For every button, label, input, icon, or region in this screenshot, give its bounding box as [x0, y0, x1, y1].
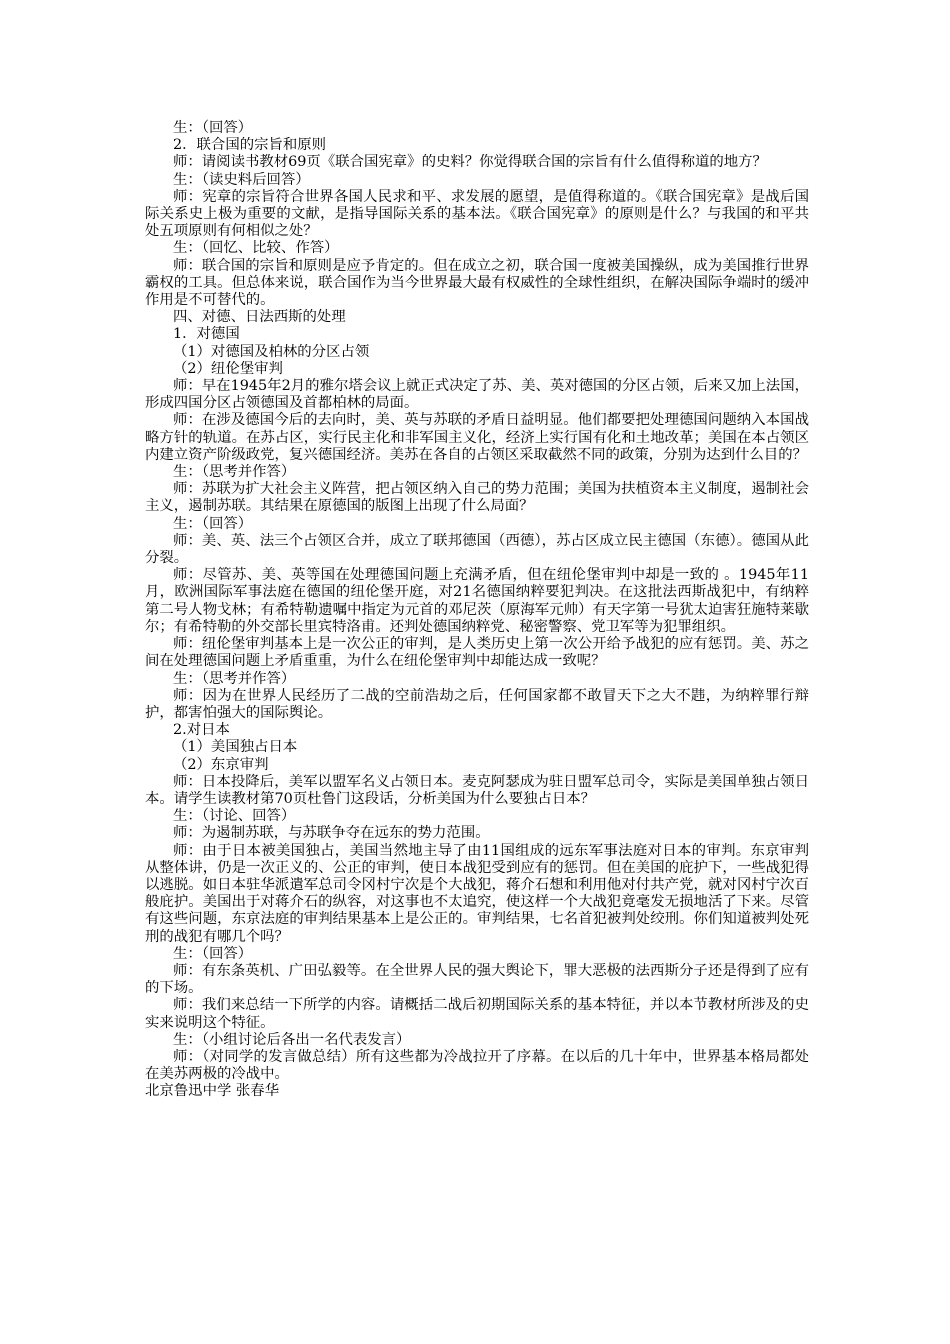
paragraph: 2.对日本	[173, 722, 230, 739]
author-signature: 北京鲁迅中学 张春华	[145, 1083, 280, 1100]
paragraph: 师：宪章的宗旨符合世界各国人民求和平、求发展的愿望，是值得称道的。《联合国宪章》是战后国际关系史上极为重要的文献，是指导国际关系的基本法。《联合国宪章》的原则是什么？与我国的和平共处五项原则有何相似之处？	[145, 188, 809, 240]
paragraph: （1）对德国及柏林的分区占领	[173, 343, 370, 360]
paragraph: 师：联合国的宗旨和原则是应予肯定的。但在成立之初，联合国一度被美国操纵，成为美国推行世界霸权的工具。但总体来说，联合国作为当今世界最大最有权威性的全球性组织，在解决国际争端时的缓冲作用是不可替代的。	[145, 257, 809, 309]
paragraph: 师：日本投降后，美军以盟军名义占领日本。麦克阿瑟成为驻日盟军总司令，实际是美国单独占领日本。请学生读教材第70页杜鲁门这段话，分析美国为什么要独占日本？	[145, 773, 809, 807]
paragraph: 师：由于日本被美国独占，美国当然地主导了由11国组成的远东军事法庭对日本的审判。东京审判从整体讲，仍是一次正义的、公正的审判，使日本战犯受到应有的惩罚。但在美国的庇护下，一些战犯得以逃脱。如日本驻华派遣军总司令冈村宁次是个大战犯，蒋介石想和利用他对付共产党，就对冈村宁次百般庇护。美国出于对蒋介石的纵容，对这事也不太追究，使这样一个大战犯竟毫发无损地活了下来。尽管有这些问题，东京法庭的审判结果基本上是公正的。审判结果，七名首犯被判处绞刑。你们知道被判处死刑的战犯有哪几个吗？	[145, 842, 809, 945]
paragraph: 师：（对同学的发言做总结）所有这些都为冷战拉开了序幕。在以后的几十年中，世界基本格局都处在美苏两极的冷战中。	[145, 1048, 809, 1083]
paragraph: 生：（回答）	[173, 515, 253, 532]
paragraph: 师：为遏制苏联，与苏联争夺在远东的势力范围。	[173, 825, 490, 842]
paragraph: 2．联合国的宗旨和原则	[173, 137, 327, 154]
paragraph: 生：（思考并作答）	[173, 670, 296, 687]
paragraph: 生：（小组讨论后各出一名代表发言）	[173, 1031, 411, 1048]
paragraph: （2）纽伦堡审判	[173, 360, 283, 377]
document-body	[145, 120, 809, 1101]
paragraph: 生：（读史料后回答）	[173, 171, 310, 188]
paragraph: 生：（讨论、回答）	[173, 808, 296, 825]
paragraph: （1）美国独占日本	[173, 739, 298, 756]
paragraph: 师：美、英、法三个占领区合并，成立了联邦德国（西德），苏占区成立民主德国（东德）。德国从此分裂。	[145, 532, 809, 567]
paragraph: （2）东京审判	[173, 756, 269, 773]
paragraph: 生：（回答）	[173, 120, 253, 136]
paragraph: 师：有东条英机、广田弘毅等。在全世界人民的强大舆论下，罪大恶极的法西斯分子还是得到了应有的下场。	[145, 962, 809, 997]
paragraph: 师：早在1945年2月的雅尔塔会议上就正式决定了苏、美、英对德国的分区占领，后来又加上法国，形成四国分区占领德国及首都柏林的局面。	[145, 378, 809, 412]
paragraph: 师：请阅读书教材69页《联合国宪章》的史料？你觉得联合国的宗旨有什么值得称道的地方？	[173, 154, 767, 171]
paragraph: 师：苏联为扩大社会主义阵营，把占领区纳入自己的势力范围；美国为扶植资本主义制度，遏制社会主义，遏制苏联。其结果在原德国的版图上出现了什么局面？	[145, 481, 809, 515]
paragraph: 四、对德、日法西斯的处理	[173, 309, 346, 326]
paragraph: 师：尽管苏、美、英等国在处理德国问题上充满矛盾，但在纽伦堡审判中却是一致的 。1945年11月，欧洲国际军事法庭在德国的纽伦堡开庭，对21名德国纳粹要犯判决。在这批法西斯战犯中，有纳粹第二号人物戈林；有希特勒遗嘱中指定为元首的邓尼茨（原海军元帅）有天字第一号犹太迫害狂施特莱歇尔；有希特勒的外交部长里宾特洛甫。还判处德国纳粹党、秘密警察、党卫军等为犯罪组织。	[145, 567, 809, 635]
paragraph: 师：因为在世界人民经历了二战的空前浩劫之后，任何国家都不敢冒天下之大不韪，为纳粹罪行辩护，都害怕强大的国际舆论。	[145, 687, 809, 721]
paragraph: 师：我们来总结一下所学的内容。请概括二战后初期国际关系的基本特征，并以本节教材所涉及的史实来说明这个特征。	[145, 997, 809, 1031]
paragraph: 生：（回答）	[173, 945, 253, 962]
paragraph: 1．对德国	[173, 326, 240, 343]
paragraph: 师：纽伦堡审判基本上是一次公正的审判，是人类历史上第一次公开给予战犯的应有惩罚。美、苏之间在处理德国问题上矛盾重重，为什么在纽伦堡审判中却能达成一致呢？	[145, 636, 809, 670]
paragraph: 生：（思考并作答）	[173, 464, 296, 481]
paragraph: 生：（回忆、比较、作答）	[173, 240, 339, 257]
paragraph: 师：在涉及德国今后的去向时，美、英与苏联的矛盾日益明显。他们都要把处理德国问题纳入本国战略方针的轨道。在苏占区，实行民主化和非军国主义化，经济上实行国有化和土地改革；美国在本占领区内建立资产阶级政党，复兴德国经济。美苏在各自的占领区采取截然不同的政策，分别为达到什么目的？	[145, 412, 809, 463]
